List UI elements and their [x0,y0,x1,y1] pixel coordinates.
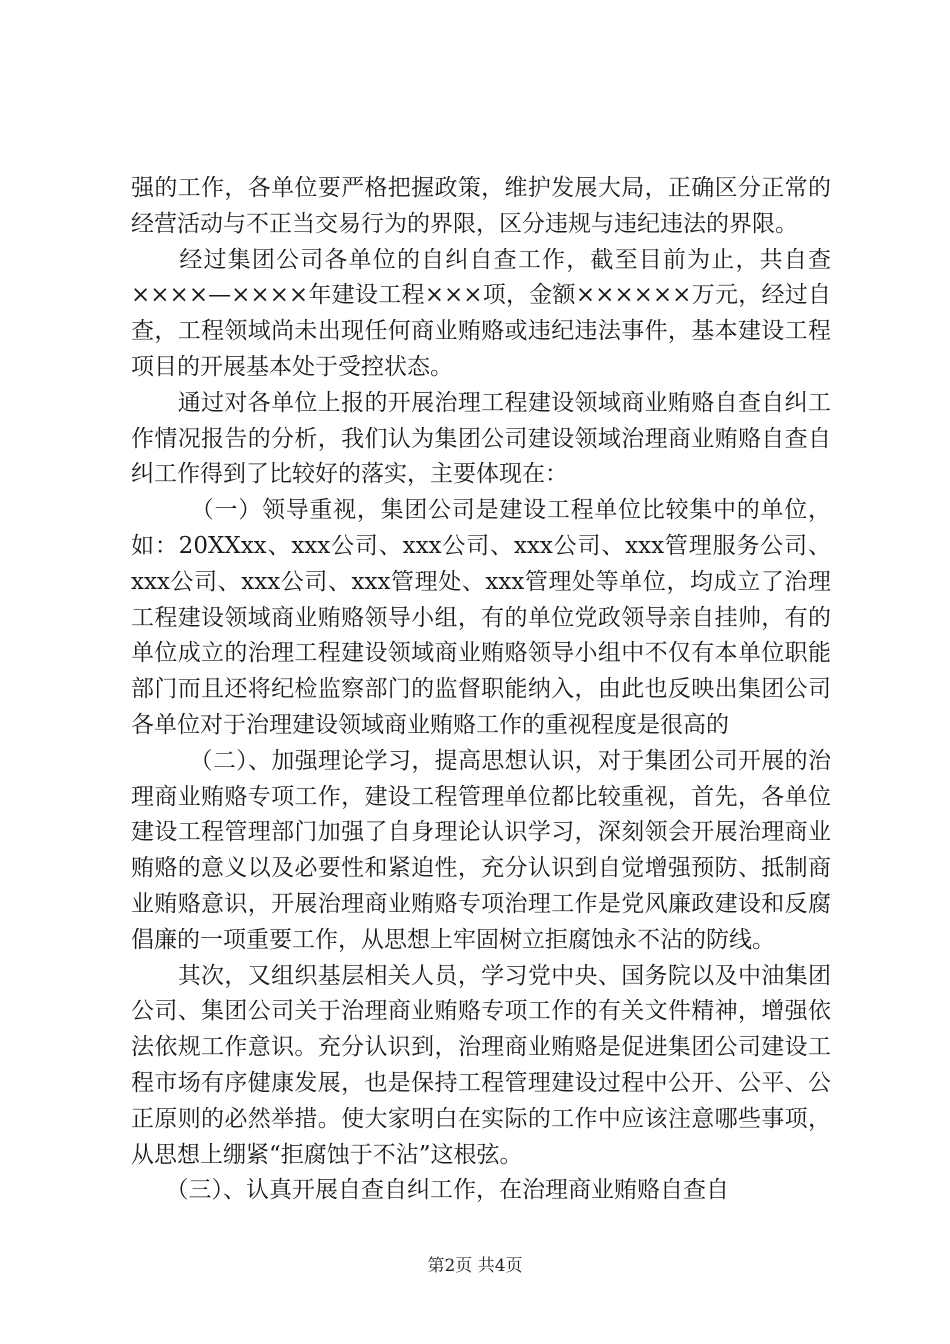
paragraph-7: （三）、认真开展自查自纠工作，在治理商业贿赂自查自 [131,1177,729,1204]
paragraph-4: （一）领导重视，集团公司是建设工程单位比较集中的单位，如：20XXxx、xxx公司、xxx公司、xxx公司、xxx管理服务公司、xxx公司、xxx公司、xxx管理处、xxx管理处等单位，均成立了治理工程建设领域商业贿赂领导小组，有的单位党政领导亲自挂帅，有的单位成立的治理工程建设领域商业贿赂领导小组中不仅有本单位职能部门而且还将纪检监察部门的监督职能纳入，由此也反映出集团公司各单位对于治理建设领域商业贿赂工作的重视程度是很高的 [131,497,831,738]
document-body [131,171,831,1209]
paragraph-1: 强的工作，各单位要严格把握政策，维护发展大局，正确区分正常的经营活动与不正当交易行为的界限，区分违规与违纪违法的界限。 [131,175,831,237]
paragraph-3: 通过对各单位上报的开展治理工程建设领域商业贿赂自查自纠工作情况报告的分析，我们认为集团公司建设领域治理商业贿赂自查自纠工作得到了比较好的落实，主要体现在： [131,389,831,488]
paragraph-6: 其次，又组织基层相关人员，学习党中央、国务院以及中油集团公司、集团公司关于治理商业贿赂专项工作的有关文件精神，增强依法依规工作意识。充分认识到，治理商业贿赂是促进集团公司建设工程市场有序健康发展，也是保持工程管理建设过程中公开、公平、公正原则的必然举措。使大家明白在实际的工作中应该注意哪些事项，从思想上绷紧“拒腐蚀于不沾”这根弦。 [131,962,831,1168]
paragraph-2: 经过集团公司各单位的自纠自查工作，截至目前为止，共自查××××—××××年建设工程×××项，金额××××××万元，经过自查，工程领域尚未出现任何商业贿赂或违纪违法事件，基本建设工程项目的开展基本处于受控状态。 [131,246,831,380]
paragraph-5: （二）、加强理论学习，提高思想认识，对于集团公司开展的治理商业贿赂专项工作，建设工程管理单位都比较重视，首先，各单位建设工程管理部门加强了自身理论认识学习，深刻领会开展治理商业贿赂的意义以及必要性和紧迫性，充分认识到自觉增强预防、抵制商业贿赂意识，开展治理商业贿赂专项治理工作是党风廉政建设和反腐倡廉的一项重要工作，从思想上牢固树立拒腐蚀永不沾的防线。 [131,747,831,953]
page-number-footer: 第2页 共4页 [427,1256,523,1276]
